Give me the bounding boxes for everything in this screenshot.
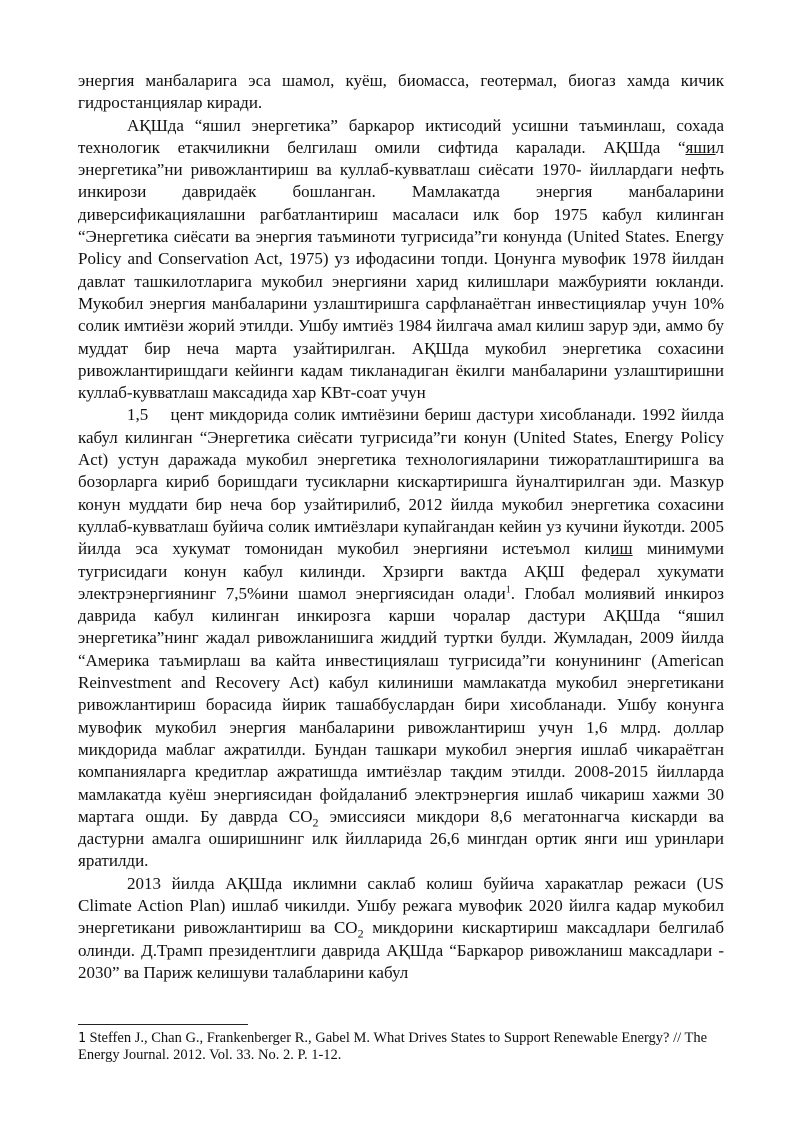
p3-text-d: эмиссияси микдори 8,6 мегатоннагча кискарди ва дастурни амалга оширишнинг илк йилларида 26,6 мингдан ортик янги иш уринлари яратилди.: [78, 806, 724, 871]
p3-text-a: 1,5 цент микдорида солик имтиёзини бериш дастури хисобланади. 1992 йилда кабул килинган “Энергетика сиёсати тугрисида”ги конун (United States, Energy Policy Act) устун даражада мукобил энергетика технологияларини тижоратлаштиришга ва бозорларга кириб боришдаги тусикларни кискартиришга йуналтирилган эди. Мазкур конун муддати бир неча бор узайтирилиб, 2012 йилда мукобил энергетика сохасини куллаб-кувватлаш буйича солик имтиёзлари купайгандан кейин уз кучини йукотди. 2005 йилда эса хукумат томонидан мукобил энергияни истеъмол кил: [78, 405, 729, 559]
co2-subscript: 2: [312, 815, 319, 830]
p3-text-b: минимуми тугрисидаги конун кабул килинди. Хрзирги вактда АҚШ федерал хукумати электрэнергиянинг 7,5%ини шамол энергиясидан олади: [78, 539, 724, 603]
footnote-number: 1: [78, 1031, 86, 1046]
footnote-text: Steffen J., Chan G., Frankenberger R., Gabel M. What Drives States to Support Renewable Energy? // The Energy Journal. 2012. Vol. 33. No. 2. P. 1-12.: [78, 1030, 708, 1063]
footnote-ref[interactable]: 1: [505, 584, 511, 596]
footnote-area: [78, 1024, 724, 1064]
p1-text: энергия манбаларига эса шамол, куёш, биомасса, геотермал, биогаз хамда кичик гидростанциялар киради.: [78, 71, 724, 113]
footnote-divider: [78, 1024, 248, 1025]
p4-text-a: 2013 йилда АҚШда иклимни саклаб колиш буйича харакатлар режаси (US Climate Action Plan) ишлаб чикилди. Ушбу режага мувофик 2020 йилга кадар мукобил энергетикани ривожлантириш ва CO: [78, 873, 724, 938]
p3-underlined: иш: [610, 539, 633, 559]
co2-subscript: 2: [357, 926, 364, 941]
p4-text-b: микдорини кискартириш максадлари белгилаб олинди. Д.Трамп президентлиги даврида АҚШда “Баркарор ривожланиш максадлари - 2030” ва Париж келишуви талабларини кабул: [78, 918, 724, 982]
p2-text-b: л энергетика”ни ривожлантириш ва куллаб-кувватлаш сиёсати 1970- йиллардаги нефть инкирози давридаёк бошланган. Мамлакатда энергия манбаларини диверсификациялашни рагбатлантириш масаласи илк бор 1975 кабул килинган “Энергетика сиёсати ва энергия таъминоти тугрисида”ги конунда (United States. Energy Policy and Conservation Act, 1975) уз ифодасини топди. Цонунга мувофик 1978 йилдан давлат ташкилотларига мукобил энергияни харид килишлари мажбурияти юкланди. Мукобил энергия манбаларини узлаштиришга сарфланаётган инвестициялар учун 10% солик имтиёзи жорий этилди. Ушбу имтиёз 1984 йилгача амал килиш зарур эди, аммо бу муддат бир неча марта узайтирилган. АҚШда мукобил энергетика сохасини ривожлантиришдаги кейинги кадам тикланадиган ёкилги манбаларини узлаштиришни куллаб-кувватлаш максадида хар КВт-соат учун: [78, 137, 724, 403]
p3-text-c: . Глобал молиявий инкироз даврида кабул килинган инкирозга карши чоралар дастури АҚШда “яшил энергетика”нинг жадал ривожланишига жиддий туртки булди. Жумладан, 2009 йилда “Америка таъмирлаш ва кайта инвестициялаш тугрисида”ги конунининг (American Reinvestment and Recovery Act) кабул килиниши мамлакатда мукобил энергетикани ривожлантириш борасида йирик ташаббуслардан бири хисобланади. Ушбу конунга мувофик мукобил энергия манбаларини ривожлантириш учун 1,6 млрд. доллар микдорида маблаг ажратилди. Бундан ташкари мукобил энергия ишлаб чикараётган компанияларга кредитлар ажратишда имтиёзлар тақдим этилди. 2008-2015 йилларда мамлакатда куёш энергиясидан фойдаланиб электрэнергия ишлаб чикариш хажми 30 мартага ошди. Бу даврда CO: [78, 583, 724, 826]
paragraph-3: [78, 404, 729, 872]
paragraph-1: [78, 70, 724, 115]
paragraph-2: [78, 115, 724, 405]
p2-text-a: АҚШда “яшил энергетика” баркарор иктисодий усишни таъминлаш, сохада технологик етакчиликни белгилаш омили сифтида каралади. АҚШда “: [78, 115, 724, 157]
paragraph-4: [78, 873, 724, 984]
document-body: [78, 70, 729, 984]
footnote-1: [78, 1030, 724, 1064]
p2-underlined: яши: [685, 137, 716, 157]
